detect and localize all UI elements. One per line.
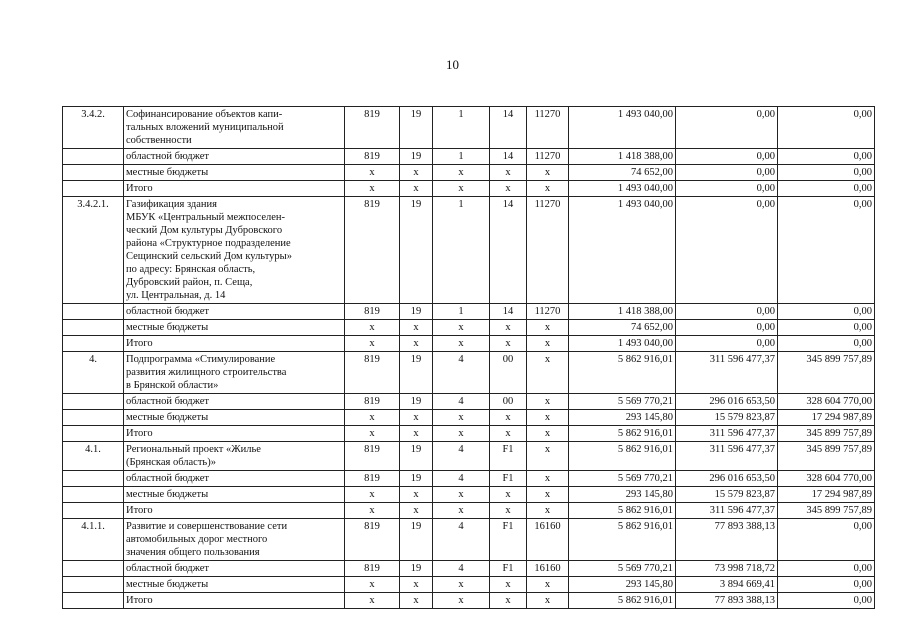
code-cell: 4 [433,519,490,561]
amount-cell: 311 596 477,37 [676,426,778,442]
code-cell: x [433,593,490,609]
code-cell: 11270 [527,149,569,165]
amount-cell: 5 569 770,21 [569,471,676,487]
item-number-cell: 3.4.2. [63,107,124,149]
amount-cell: 15 579 823,87 [676,487,778,503]
amount-cell: 0,00 [778,577,875,593]
code-cell: x [527,426,569,442]
code-cell: 1 [433,107,490,149]
code-cell: 14 [490,304,527,320]
code-cell: 1 [433,149,490,165]
code-cell: 19 [400,471,433,487]
item-name-cell: Софинансирование объектов капи- тальных вложений муниципальной собственности [124,107,345,149]
item-name-cell: Развитие и совершенствование сети автомобильных дорог местного значения общего пользования [124,519,345,561]
code-cell: 00 [490,352,527,394]
item-name-cell: местные бюджеты [124,410,345,426]
table-subrow [63,561,875,577]
amount-cell: 296 016 653,50 [676,471,778,487]
amount-cell: 1 493 040,00 [569,197,676,304]
amount-cell: 345 899 757,89 [778,442,875,471]
table-subrow [63,181,875,197]
code-cell: x [345,487,400,503]
code-cell: 4 [433,352,490,394]
code-cell: x [527,487,569,503]
amount-cell: 0,00 [778,320,875,336]
amount-cell: 311 596 477,37 [676,352,778,394]
item-number-cell [63,410,124,426]
code-cell: x [490,165,527,181]
table-subrow [63,165,875,181]
code-cell: x [345,336,400,352]
amount-cell: 1 418 388,00 [569,149,676,165]
amount-cell: 0,00 [676,197,778,304]
amount-cell: 17 294 987,89 [778,487,875,503]
code-cell: x [527,394,569,410]
item-name-cell: местные бюджеты [124,487,345,503]
code-cell: x [433,410,490,426]
code-cell: x [400,593,433,609]
code-cell: x [400,503,433,519]
code-cell: x [433,503,490,519]
item-number-cell: 4.1.1. [63,519,124,561]
code-cell: x [527,593,569,609]
table-row [63,519,875,561]
code-cell: x [345,503,400,519]
amount-cell: 311 596 477,37 [676,503,778,519]
code-cell: 19 [400,149,433,165]
amount-cell: 5 862 916,01 [569,442,676,471]
code-cell: x [527,410,569,426]
code-cell: x [490,487,527,503]
table-row [63,442,875,471]
item-name-cell: местные бюджеты [124,577,345,593]
code-cell: x [345,426,400,442]
code-cell: 14 [490,107,527,149]
code-cell: 819 [345,471,400,487]
amount-cell: 296 016 653,50 [676,394,778,410]
item-number-cell: 3.4.2.1. [63,197,124,304]
amount-cell: 345 899 757,89 [778,426,875,442]
code-cell: 819 [345,394,400,410]
code-cell: 14 [490,149,527,165]
code-cell: F1 [490,442,527,471]
code-cell: F1 [490,471,527,487]
item-name-cell: Региональный проект «Жилье (Брянская область)» [124,442,345,471]
item-name-cell: Итого [124,593,345,609]
code-cell: F1 [490,561,527,577]
table-row [63,107,875,149]
amount-cell: 1 418 388,00 [569,304,676,320]
item-number-cell [63,394,124,410]
code-cell: x [490,410,527,426]
amount-cell: 15 579 823,87 [676,410,778,426]
table-subrow [63,410,875,426]
code-cell: x [345,577,400,593]
table-subrow [63,320,875,336]
code-cell: 4 [433,394,490,410]
amount-cell: 74 652,00 [569,320,676,336]
amount-cell: 5 862 916,01 [569,593,676,609]
code-cell: 1 [433,197,490,304]
amount-cell: 328 604 770,00 [778,471,875,487]
code-cell: 819 [345,352,400,394]
amount-cell: 0,00 [676,107,778,149]
amount-cell: 0,00 [676,336,778,352]
amount-cell: 345 899 757,89 [778,352,875,394]
item-number-cell [63,181,124,197]
amount-cell: 0,00 [676,320,778,336]
amount-cell: 293 145,80 [569,487,676,503]
item-number-cell [63,426,124,442]
amount-cell: 77 893 388,13 [676,519,778,561]
code-cell: x [400,577,433,593]
amount-cell: 0,00 [778,107,875,149]
code-cell: 16160 [527,519,569,561]
item-number-cell [63,471,124,487]
code-cell: x [400,165,433,181]
amount-cell: 5 862 916,01 [569,352,676,394]
code-cell: 819 [345,304,400,320]
item-name-cell: областной бюджет [124,561,345,577]
item-name-cell: Итого [124,426,345,442]
table-subrow [63,593,875,609]
table-subrow [63,487,875,503]
item-number-cell [63,336,124,352]
code-cell: x [400,320,433,336]
code-cell: 19 [400,352,433,394]
table-subrow [63,471,875,487]
code-cell: x [345,181,400,197]
item-number-cell [63,577,124,593]
code-cell: x [490,181,527,197]
code-cell: 4 [433,442,490,471]
code-cell: x [527,577,569,593]
code-cell: 11270 [527,107,569,149]
table-row [63,352,875,394]
code-cell: x [527,352,569,394]
amount-cell: 293 145,80 [569,577,676,593]
item-name-cell: Итого [124,503,345,519]
table-subrow [63,336,875,352]
code-cell: 14 [490,197,527,304]
code-cell: x [345,593,400,609]
code-cell: x [527,320,569,336]
code-cell: 11270 [527,304,569,320]
code-cell: x [490,593,527,609]
item-number-cell [63,304,124,320]
amount-cell: 0,00 [676,165,778,181]
code-cell: x [345,320,400,336]
amount-cell: 73 998 718,72 [676,561,778,577]
code-cell: 819 [345,561,400,577]
amount-cell: 5 862 916,01 [569,503,676,519]
amount-cell: 311 596 477,37 [676,442,778,471]
amount-cell: 0,00 [778,181,875,197]
item-number-cell [63,149,124,165]
code-cell: x [345,165,400,181]
amount-cell: 5 569 770,21 [569,394,676,410]
code-cell: x [490,336,527,352]
amount-cell: 0,00 [778,336,875,352]
code-cell: x [345,410,400,426]
amount-cell: 0,00 [778,165,875,181]
code-cell: x [433,181,490,197]
item-name-cell: местные бюджеты [124,320,345,336]
code-cell: F1 [490,519,527,561]
item-number-cell [63,487,124,503]
code-cell: 819 [345,442,400,471]
amount-cell: 3 894 669,41 [676,577,778,593]
table-subrow [63,577,875,593]
code-cell: x [490,426,527,442]
code-cell: x [527,165,569,181]
table-subrow [63,149,875,165]
code-cell: 19 [400,197,433,304]
amount-cell: 345 899 757,89 [778,503,875,519]
table-row [63,197,875,304]
item-name-cell: областной бюджет [124,304,345,320]
amount-cell: 77 893 388,13 [676,593,778,609]
item-number-cell [63,593,124,609]
code-cell: x [527,336,569,352]
code-cell: 819 [345,519,400,561]
item-name-cell: областной бюджет [124,394,345,410]
item-number-cell [63,503,124,519]
amount-cell: 0,00 [778,304,875,320]
amount-cell: 5 862 916,01 [569,519,676,561]
amount-cell: 0,00 [778,561,875,577]
amount-cell: 328 604 770,00 [778,394,875,410]
code-cell: x [400,487,433,503]
code-cell: 1 [433,304,490,320]
code-cell: 19 [400,519,433,561]
item-name-cell: Итого [124,181,345,197]
code-cell: 00 [490,394,527,410]
code-cell: 19 [400,442,433,471]
code-cell: x [433,320,490,336]
code-cell: x [400,426,433,442]
code-cell: x [527,181,569,197]
code-cell: 819 [345,149,400,165]
code-cell: x [490,577,527,593]
code-cell: x [433,165,490,181]
code-cell: 19 [400,107,433,149]
item-name-cell: местные бюджеты [124,165,345,181]
code-cell: x [433,487,490,503]
amount-cell: 0,00 [676,181,778,197]
code-cell: x [527,471,569,487]
table-subrow [63,503,875,519]
item-name-cell: Итого [124,336,345,352]
code-cell: x [490,320,527,336]
table-subrow [63,304,875,320]
item-number-cell [63,165,124,181]
code-cell: 4 [433,471,490,487]
amount-cell: 5 862 916,01 [569,426,676,442]
code-cell: 19 [400,304,433,320]
code-cell: x [400,181,433,197]
amount-cell: 0,00 [676,149,778,165]
item-name-cell: Подпрограмма «Стимулирование развития жилищного строительства в Брянской области» [124,352,345,394]
amount-cell: 0,00 [778,149,875,165]
code-cell: x [433,577,490,593]
amount-cell: 74 652,00 [569,165,676,181]
code-cell: x [433,336,490,352]
table-subrow [63,426,875,442]
amount-cell: 1 493 040,00 [569,107,676,149]
code-cell: x [433,426,490,442]
code-cell: 819 [345,197,400,304]
code-cell: 4 [433,561,490,577]
item-name-cell: областной бюджет [124,149,345,165]
amount-cell: 0,00 [778,519,875,561]
item-number-cell: 4.1. [63,442,124,471]
table-body [63,107,875,609]
code-cell: 19 [400,561,433,577]
code-cell: x [400,410,433,426]
code-cell: x [490,503,527,519]
item-number-cell: 4. [63,352,124,394]
code-cell: 19 [400,394,433,410]
code-cell: x [400,336,433,352]
item-number-cell [63,561,124,577]
amount-cell: 0,00 [676,304,778,320]
amount-cell: 1 493 040,00 [569,181,676,197]
code-cell: x [527,503,569,519]
amount-cell: 1 493 040,00 [569,336,676,352]
item-number-cell [63,320,124,336]
code-cell: 16160 [527,561,569,577]
code-cell: x [527,442,569,471]
amount-cell: 0,00 [778,197,875,304]
code-cell: 819 [345,107,400,149]
amount-cell: 5 569 770,21 [569,561,676,577]
item-name-cell: Газификация здания МБУК «Центральный межпоселен- ческий Дом культуры Дубровского района «Структурное подразделение Сещинский сельский Дом культуры» по адресу: Брянская область, Дубровский район, п. Сеща, ул. Центральная, д. 14 [124,197,345,304]
amount-cell: 0,00 [778,593,875,609]
table-subrow [63,394,875,410]
budget-table [62,106,875,609]
amount-cell: 293 145,80 [569,410,676,426]
item-name-cell: областной бюджет [124,471,345,487]
page-number: 10 [446,57,459,72]
code-cell: 11270 [527,197,569,304]
amount-cell: 17 294 987,89 [778,410,875,426]
